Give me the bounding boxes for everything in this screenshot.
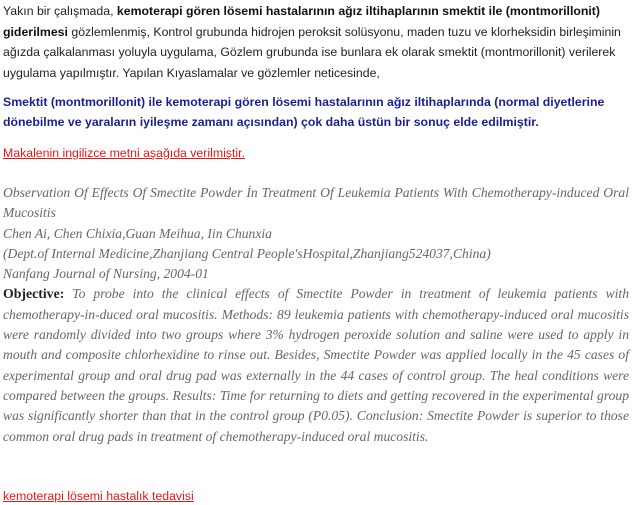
intro-text-1: Yakın bir çalışmada, (3, 4, 117, 18)
abstract-title: Observation Of Effects Of Smectite Powder İn Treatment Of Leukemia Patients With Chemotherapy-induced Oral Mucositis (3, 185, 629, 221)
abstract-authors: Chen Ai, Chen Chixia,Guan Meihua, Iin Chunxia (3, 225, 272, 241)
abstract-affiliation: (Dept.of Internal Medicine,Zhanjiang Central People'sHospital,Zhanjiang524037,China) (3, 245, 491, 261)
article-body (3, 0, 629, 503)
intro-paragraph (3, 0, 629, 83)
objective-text: To probe into the clinical effects of Smectite Powder in treatment of leukemia patients with chemotherapy-in-duced oral mucositis. Methods: 89 leukemia patients with chemotherapy-induced oral mucositis were randomly divided into two groups where 3% hydrogen peroxide solution and saline were used to apply in mouth and composite chlorhexidine to rinse out. Besides, Smectite Powder was applied locally in the 45 cases of experimental group and oral drug pad was externally in the 44 cases of control group. The heal conditions were compared between the groups. Results: Time for returning to diets and getting recovered in the experimental group was significantly shorter than that in the control group (P0.05). Conclusion: Smectite Powder is superior to those common oral drug pads in treatment of chemotherapy-induced oral mucositis. (3, 286, 629, 444)
conclusion-paragraph: Smektit (montmorillonit) ile kemoterapi gören lösemi hastalarının ağız iltihaplarında (normal diyetlerine dönebilme ve yaraların iyileşme zamanı açısından) çok daha üstün bir sonuç elde edilmiştir. (3, 95, 605, 129)
intro-bold-text: kemoterapi gören lösemi hastalarının ağız iltihaplarının smektit ile (montmorillonit) giderilmesi (3, 4, 601, 39)
objective-label: Objective: (3, 286, 65, 302)
tag-link[interactable]: kemoterapi lösemi hastalık tedavisi (3, 489, 194, 503)
english-text-link[interactable]: Makalenin ingilizce metni aşağıda verilmiştir. (3, 146, 245, 160)
abstract-body (3, 284, 629, 446)
abstract-journal: Nanfang Journal of Nursing, 2004-01 (3, 266, 209, 282)
english-abstract (3, 183, 629, 447)
intro-text-2: gözlemlenmiş, Kontrol grubunda hidrojen peroksit solüsyonu, maden tuzu ve klorheksidin birleşiminin ağızda çalkalanması yoluyla uygulama, Gözlem grubunda ise bunlara ek olarak smektit (montmorillonit) verilerek uygulama yapılmıştır. Yapılan Kıyaslamalar ve gözlemler neticesinde, (3, 24, 621, 80)
